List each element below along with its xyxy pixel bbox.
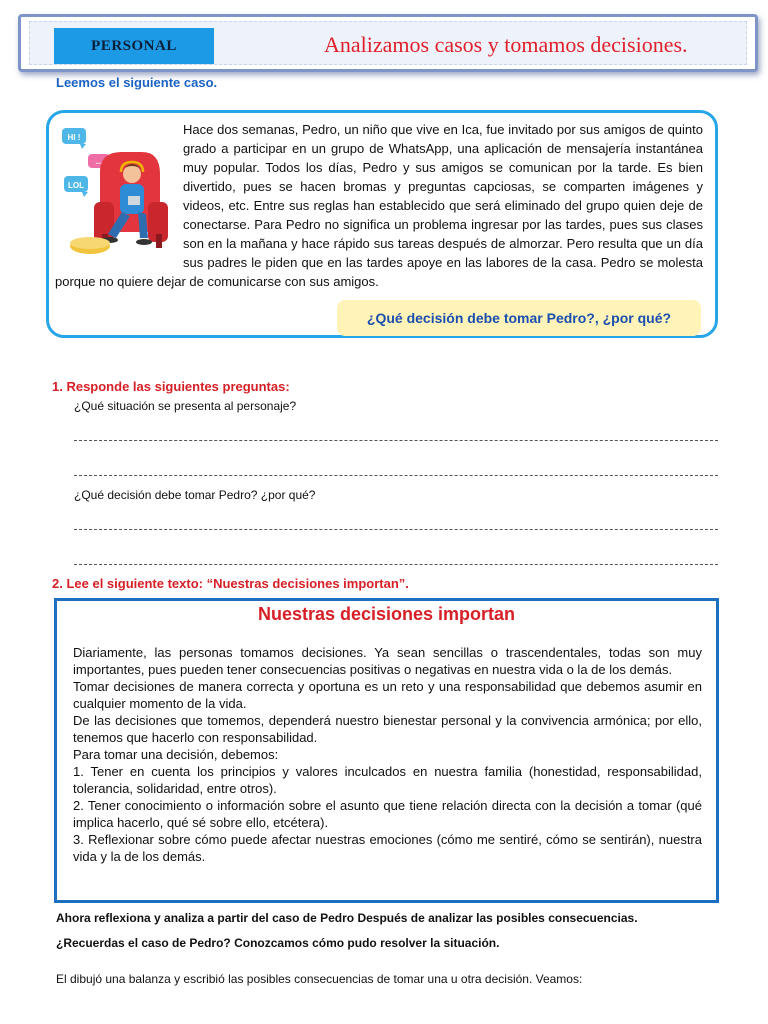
chat-bubble-hi xyxy=(62,128,86,149)
page-title: Analizamos casos y tomamos decisiones. xyxy=(324,32,688,57)
pedro-chair-illustration xyxy=(60,122,172,262)
question-callout: ¿Qué decisión debe tomar Pedro?, ¿por qué? xyxy=(337,300,701,336)
activity-1-heading: 1. Responde las siguientes preguntas: xyxy=(52,379,290,394)
reading-paragraph: Para tomar una decisión, debemos: xyxy=(73,747,279,762)
reading-list-item: 3. Reflexionar sobre cómo puede afectar nuestras emociones (cómo me sentiré, cómo se sentirán), nuestra vida y la de los demás. xyxy=(73,832,702,864)
answer-line[interactable] xyxy=(74,475,718,476)
svg-text:...: ... xyxy=(95,157,103,166)
area-tag: PERSONAL xyxy=(54,28,214,64)
svg-text:HI !: HI ! xyxy=(67,133,81,142)
reading-list-item: 1. Tener en cuenta los principios y valores inculcados en nuestra familia (honestidad, responsabilidad, tolerancia, solidaridad, entre otros). xyxy=(73,764,702,796)
balance-intro: El dibujó una balanza y escribió las posibles consecuencias de tomar una u otra decisión. Veamos: xyxy=(56,972,583,986)
reflection-instruction: Ahora reflexiona y analiza a partir del caso de Pedro Después de analizar las posibles consecuencias. xyxy=(56,911,638,925)
answer-line[interactable] xyxy=(74,529,718,530)
answer-line[interactable] xyxy=(74,440,718,441)
question-1: ¿Qué situación se presenta al personaje? xyxy=(74,399,297,413)
question-2: ¿Qué decisión debe tomar Pedro? ¿por qué? xyxy=(74,488,316,502)
activity-2-heading: 2. Lee el siguiente texto: “Nuestras decisiones importan”. xyxy=(52,576,409,591)
svg-text:LOL: LOL xyxy=(68,181,84,190)
reading-paragraph: Diariamente, las personas tomamos decisiones. Ya sean sencillas o trascendentales, todas son muy importantes, pues pueden tener consecuencias positivas o negativas en nuestra vida o la de los demás. xyxy=(73,645,702,677)
chat-bubble-lol xyxy=(64,176,88,197)
reading-title: Nuestras decisiones importan xyxy=(257,604,516,624)
header-banner xyxy=(18,14,758,72)
reading-list-item: 2. Tener conocimiento o información sobre el asunto que tiene relación directa con la decisión a tomar (qué implica hacerlo, qué sé sobre ello, etcétera). xyxy=(73,798,702,830)
recall-question: ¿Recuerdas el caso de Pedro? Conozcamos cómo pudo resolver la situación. xyxy=(56,936,500,950)
case-text: Hace dos semanas, Pedro, un niño que vive en Ica, fue invitado por sus amigos de quinto grado a participar en un grupo de WhatsApp, una aplicación de mensajería instantánea muy popular. Todos los días, Pedro y sus amigos se comunican por la tarde. Es bien divertido, pues se hacen bromas y preguntas capciosas, se comparten imágenes y videos, etc. Entre sus reglas han establecido que será eliminado del grupo quien deje de conectarse. Para Pedro no significa un problema ingresar por las tardes, pues sus clases son en la mañana y hace rápido sus tareas después de almorzar. Pero resulta que un día sus padres le piden que en las tardes apoye en las labores de la casa. Pedro se molesta porque no quiere dejar de comunicarse con sus amigos. xyxy=(55,122,703,289)
reading-body xyxy=(73,644,702,865)
case-heading: Leemos el siguiente caso. xyxy=(56,75,218,90)
reading-paragraph: De las decisiones que tomemos, dependerá nuestro bienestar personal y la convivencia armónica; por ello, tenemos que hacerlo con responsabilidad. xyxy=(73,713,702,745)
answer-line[interactable] xyxy=(74,564,718,565)
reading-paragraph: Tomar decisiones de manera correcta y oportuna es un reto y una responsabilidad que debemos asumir en cualquier momento de la vida. xyxy=(73,679,702,711)
header-inner-panel xyxy=(29,21,747,65)
